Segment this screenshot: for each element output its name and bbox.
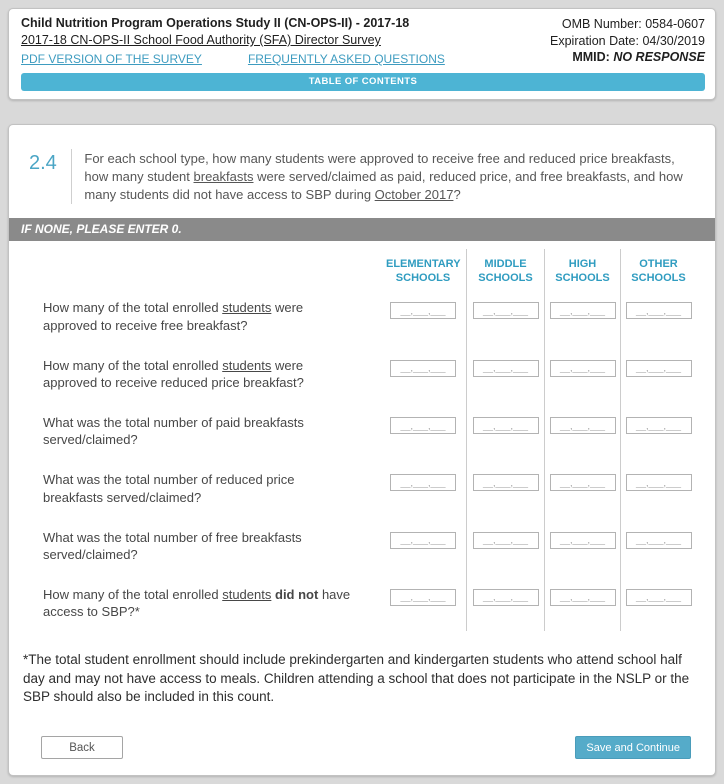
cell-elementary <box>380 287 466 344</box>
row-question-label <box>33 517 380 574</box>
label-text-underlined: students <box>222 300 271 315</box>
elementary-schools-input[interactable] <box>390 532 456 549</box>
label-text: How many of the total enrolled <box>43 300 222 315</box>
row-question-label <box>33 459 380 516</box>
label-text: were approved to receive free breakfast? <box>43 300 303 332</box>
cell-middle <box>466 459 544 516</box>
question-text-segment: were served/claimed as paid, reduced price, and free breakfasts, and how many students did not have access to SBP during <box>84 169 682 202</box>
cell-other <box>620 459 696 516</box>
elementary-schools-input[interactable] <box>390 302 456 319</box>
label-text-bold: did not <box>275 587 318 602</box>
omb-value: 0584-0607 <box>645 17 705 31</box>
other-schools-input[interactable] <box>626 417 692 434</box>
faq-link[interactable]: FREQUENTLY ASKED QUESTIONS <box>248 52 445 66</box>
middle-schools-input[interactable] <box>473 589 539 606</box>
other-schools-input[interactable] <box>626 532 692 549</box>
row-question-label <box>33 345 380 402</box>
column-header-other: OTHER SCHOOLS <box>620 249 696 288</box>
high-schools-input[interactable] <box>550 302 616 319</box>
cell-other <box>620 574 696 631</box>
question-text <box>84 149 701 204</box>
middle-schools-input[interactable] <box>473 417 539 434</box>
study-title: Child Nutrition Program Operations Study II (CN-OPS-II) - 2017-18 <box>21 16 445 30</box>
survey-subtitle: 2017-18 CN-OPS-II School Food Authority (SFA) Director Survey <box>21 33 445 47</box>
question-text-underlined: October 2017 <box>375 187 454 202</box>
column-header-elementary: ELEMENTARY SCHOOLS <box>380 249 466 288</box>
elementary-schools-input[interactable] <box>390 589 456 606</box>
cell-high <box>544 402 620 459</box>
middle-schools-input[interactable] <box>473 302 539 319</box>
mmid-label: MMID: <box>572 50 610 64</box>
cell-middle <box>466 287 544 344</box>
cell-elementary <box>380 345 466 402</box>
instruction-bar: IF NONE, PLEASE ENTER 0. <box>9 218 715 241</box>
cell-elementary <box>380 574 466 631</box>
question-card <box>8 124 716 776</box>
cell-middle <box>466 574 544 631</box>
cell-high <box>544 517 620 574</box>
label-text-underlined: students <box>222 358 271 373</box>
high-schools-input[interactable] <box>550 532 616 549</box>
expiration-line <box>550 33 705 50</box>
cell-high <box>544 287 620 344</box>
question-text-segment: ? <box>453 187 460 202</box>
question-text-underlined: breakfasts <box>194 169 254 184</box>
cell-elementary <box>380 402 466 459</box>
label-text: were approved to receive reduced price breakfast? <box>43 358 304 390</box>
middle-schools-input[interactable] <box>473 474 539 491</box>
header-left <box>21 16 445 66</box>
header-top <box>21 16 705 66</box>
other-schools-input[interactable] <box>626 302 692 319</box>
expiration-value: 04/30/2019 <box>642 34 705 48</box>
column-header-middle: MIDDLE SCHOOLS <box>466 249 544 288</box>
cell-middle <box>466 345 544 402</box>
pdf-version-link[interactable]: PDF VERSION OF THE SURVEY <box>21 52 202 66</box>
actions-bar <box>41 736 691 759</box>
response-table <box>33 249 715 631</box>
label-text-underlined: students <box>222 587 271 602</box>
elementary-schools-input[interactable] <box>390 360 456 377</box>
middle-schools-input[interactable] <box>473 532 539 549</box>
expiration-label: Expiration Date: <box>550 34 639 48</box>
other-schools-input[interactable] <box>626 589 692 606</box>
label-text: What was the total number of reduced price breakfasts served/claimed? <box>43 472 294 504</box>
cell-other <box>620 287 696 344</box>
header-card <box>8 8 716 100</box>
question-text-segment: For each school type, how many students were approved to receive free and reduced price breakfasts, how many student <box>84 151 674 184</box>
save-and-continue-button[interactable]: Save and Continue <box>575 736 691 759</box>
cell-high <box>544 574 620 631</box>
question-header <box>9 125 715 218</box>
row-question-label <box>33 574 380 631</box>
cell-other <box>620 345 696 402</box>
label-text: How many of the total enrolled <box>43 587 222 602</box>
label-text: What was the total number of free breakfasts served/claimed? <box>43 530 302 562</box>
back-button[interactable]: Back <box>41 736 123 759</box>
header-meta <box>550 16 705 66</box>
header-spacer <box>33 249 380 288</box>
mmid-line <box>550 49 705 66</box>
label-text: What was the total number of paid breakfasts served/claimed? <box>43 415 304 447</box>
omb-number-line <box>550 16 705 33</box>
high-schools-input[interactable] <box>550 589 616 606</box>
high-schools-input[interactable] <box>550 417 616 434</box>
row-question-label <box>33 402 380 459</box>
elementary-schools-input[interactable] <box>390 417 456 434</box>
label-text: How many of the total enrolled <box>43 358 222 373</box>
header-links <box>21 52 445 66</box>
high-schools-input[interactable] <box>550 360 616 377</box>
footnote: *The total student enrollment should include prekindergarten and kindergarten students who attend school half day and may not have access to meals. Children attending a school that does not participate in the NSLP or the SBP should also be included in this count. <box>23 651 701 706</box>
other-schools-input[interactable] <box>626 474 692 491</box>
cell-middle <box>466 402 544 459</box>
column-header-high: HIGH SCHOOLS <box>544 249 620 288</box>
cell-other <box>620 402 696 459</box>
table-of-contents-button[interactable]: TABLE OF CONTENTS <box>21 73 705 91</box>
cell-other <box>620 517 696 574</box>
cell-middle <box>466 517 544 574</box>
label-text: have access to SBP?* <box>43 587 350 619</box>
elementary-schools-input[interactable] <box>390 474 456 491</box>
cell-elementary <box>380 517 466 574</box>
row-question-label <box>33 287 380 344</box>
omb-label: OMB Number: <box>562 17 642 31</box>
question-number: 2.4 <box>29 149 71 204</box>
middle-schools-input[interactable] <box>473 360 539 377</box>
cell-high <box>544 459 620 516</box>
high-schools-input[interactable] <box>550 474 616 491</box>
mmid-value: NO RESPONSE <box>613 50 705 64</box>
cell-high <box>544 345 620 402</box>
cell-elementary <box>380 459 466 516</box>
other-schools-input[interactable] <box>626 360 692 377</box>
